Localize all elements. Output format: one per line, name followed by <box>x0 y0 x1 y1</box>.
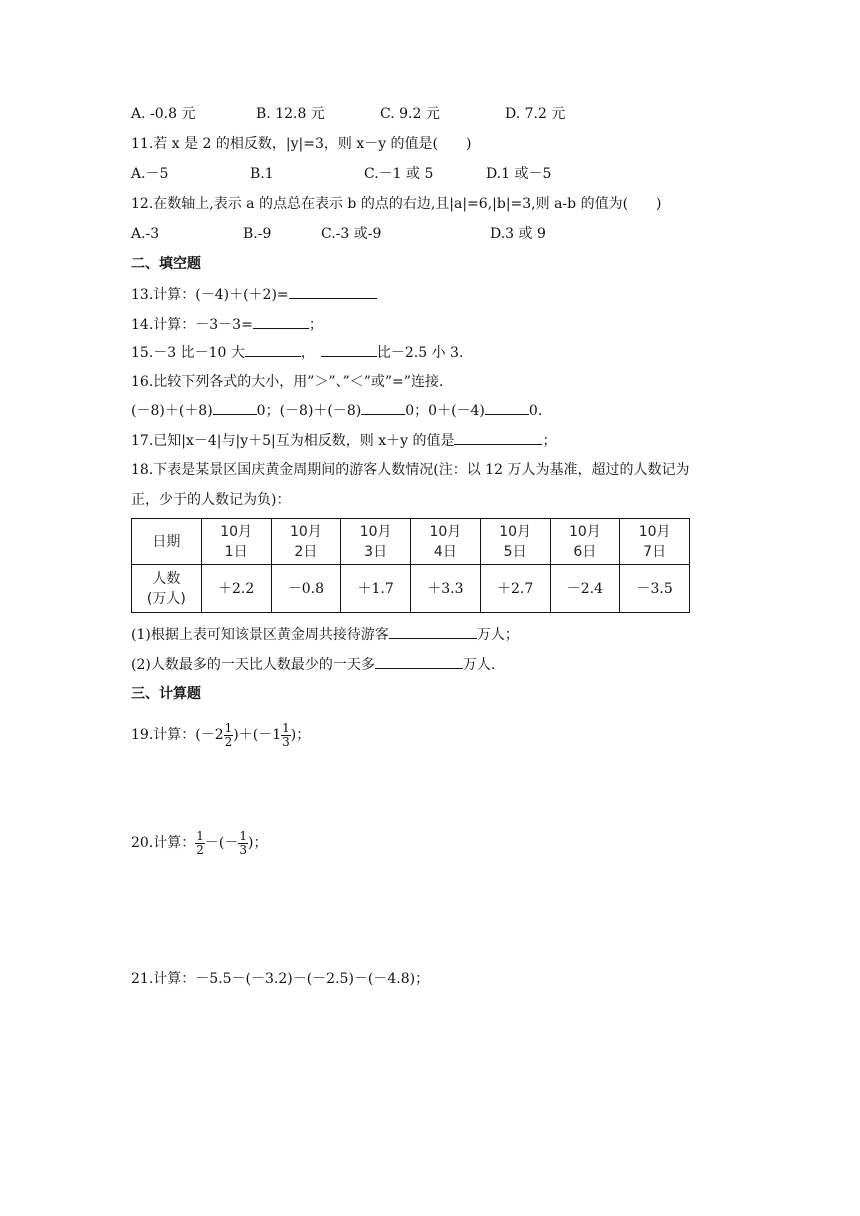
count-unit: (万人) <box>146 590 186 607</box>
q11-option-c: C.－1 或 5 <box>364 166 434 182</box>
q18-sub-2-text: (2)人数最多的一天比人数最少的一天多 <box>131 657 375 673</box>
q17-answer-blank[interactable] <box>454 430 542 445</box>
q19-fraction-2 <box>281 722 291 749</box>
q20-fraction-2 <box>238 830 248 857</box>
date-month: 10月 <box>289 523 322 540</box>
fraction-denominator: 3 <box>282 734 290 749</box>
q13-text: 13.计算：(－4)＋(＋2)= <box>131 287 289 303</box>
fraction-numerator: 1 <box>196 828 204 843</box>
q19-fraction-1 <box>224 722 234 749</box>
q14-text: 14.计算：－3－3= <box>131 317 253 333</box>
table-cell-value: ＋2.7 <box>480 565 550 613</box>
q18-sub-1 <box>131 624 519 645</box>
date-day: 5日 <box>503 543 527 560</box>
table-cell-value: －2.4 <box>550 565 620 613</box>
date-day: 4日 <box>433 543 457 560</box>
q19 <box>131 720 310 750</box>
q20-prefix: 20.计算： <box>131 835 196 851</box>
q20-mid: －(－ <box>204 835 239 851</box>
q12-option-d: D.3 或 9 <box>490 226 546 242</box>
q15-sep: ， <box>300 345 315 361</box>
count-label: 人数 <box>152 570 181 587</box>
fraction-denominator: 2 <box>196 842 204 857</box>
q20 <box>131 828 267 858</box>
q11-option-a: A.－5 <box>131 166 169 182</box>
fraction-denominator: 3 <box>239 842 248 857</box>
q18-sub-2-tail: 万人. <box>462 657 496 673</box>
table-header-date: 日期 <box>132 519 202 565</box>
q18-line-1: 18.下表是某景区国庆黄金周期间的游客人数情况(注：以 12 万人为基准，超过的人数记为 <box>131 462 690 478</box>
section-3-title: 三、计算题 <box>131 686 201 702</box>
table-cell-date <box>550 519 620 565</box>
q16-part-b: 0；(－8)＋(－8) <box>256 403 362 419</box>
table-row-counts <box>132 565 690 613</box>
table-cell-date <box>201 519 271 565</box>
q17-tail: ； <box>542 433 557 449</box>
q14-tail: ； <box>308 317 323 333</box>
q16-part-c: 0；0＋(－4) <box>405 403 485 419</box>
q12-option-c: C.-3 或-9 <box>321 226 382 242</box>
fraction-numerator: 1 <box>282 720 290 735</box>
q18-sub-1-tail: 万人； <box>476 627 519 643</box>
q17 <box>131 430 556 451</box>
q16-parts <box>131 400 542 421</box>
date-day: 7日 <box>643 543 667 560</box>
q16-answer-blank-2[interactable] <box>361 400 405 415</box>
q12-option-a: A.-3 <box>131 226 160 242</box>
date-day: 1日 <box>224 543 248 560</box>
q18-sub-2-answer-blank[interactable] <box>375 654 463 669</box>
fraction-denominator: 2 <box>224 734 233 749</box>
q18-line-2: 正，少于的人数记为负)： <box>131 492 291 508</box>
q16-part-a: (－8)＋(＋8) <box>131 403 213 419</box>
table-cell-date <box>411 519 481 565</box>
q16-part-d: 0. <box>528 403 543 419</box>
q11-option-b: B.1 <box>250 166 274 182</box>
date-month: 10月 <box>429 523 462 540</box>
q12-option-b: B.-9 <box>243 226 272 242</box>
q10-option-a: A. -0.8 元 <box>131 106 196 122</box>
q20-fraction-1 <box>195 830 205 857</box>
table-cell-value: ＋2.2 <box>201 565 271 613</box>
date-month: 10月 <box>220 523 253 540</box>
q18-sub-1-text: (1)根据上表可知该景区黄金周共接待游客 <box>131 627 389 643</box>
q18-sub-2 <box>131 654 495 675</box>
q15-answer-blank-1[interactable] <box>245 342 301 357</box>
q18-sub-1-answer-blank[interactable] <box>389 624 477 639</box>
q16-stem: 16.比较下列各式的大小，用”＞”、”＜”或”=”连接. <box>131 374 444 390</box>
q19-suffix: )； <box>290 727 311 743</box>
date-day: 2日 <box>294 543 318 560</box>
q21: 21.计算：－5.5－(－3.2)－(－2.5)－(－4.8)； <box>131 971 430 987</box>
date-month: 10月 <box>359 523 392 540</box>
section-2-title: 二、填空题 <box>131 256 201 272</box>
q15-text-b: 比－2.5 小 3. <box>376 345 464 361</box>
table-cell-value: －3.5 <box>620 565 690 613</box>
table-cell-value: ＋3.3 <box>411 565 481 613</box>
date-day: 3日 <box>364 543 388 560</box>
table-cell-date <box>341 519 411 565</box>
q15 <box>131 342 463 363</box>
table-row-dates <box>132 519 690 565</box>
q13 <box>131 284 377 305</box>
visitor-table <box>131 518 690 613</box>
q17-text: 17.已知|x－4|与|y＋5|互为相反数，则 x＋y 的值是 <box>131 433 455 449</box>
q10-option-c: C. 9.2 元 <box>380 106 440 122</box>
table-cell-value: ＋1.7 <box>341 565 411 613</box>
q19-prefix: 19.计算：(－2 <box>131 727 224 743</box>
q11-stem: 11.若 x 是 2 的相反数，|y|=3，则 x－y 的值是( ) <box>131 136 472 152</box>
q15-text-a: 15.－3 比－10 大 <box>131 345 245 361</box>
date-month: 10月 <box>638 523 671 540</box>
table-cell-value: －0.8 <box>271 565 341 613</box>
table-cell-date <box>271 519 341 565</box>
table-cell-date <box>480 519 550 565</box>
date-month: 10月 <box>568 523 601 540</box>
q10-option-d: D. 7.2 元 <box>505 106 566 122</box>
q14 <box>131 314 323 335</box>
q19-mid: )＋(－1 <box>233 727 282 743</box>
q20-suffix: )； <box>248 835 268 851</box>
q13-answer-blank[interactable] <box>289 284 377 299</box>
q15-answer-blank-2[interactable] <box>321 342 377 357</box>
q16-answer-blank-1[interactable] <box>213 400 257 415</box>
table-cell-date <box>620 519 690 565</box>
table-header-count <box>132 565 202 613</box>
fraction-numerator: 1 <box>239 828 248 843</box>
q11-option-d: D.1 或－5 <box>486 166 552 182</box>
q10-option-b: B. 12.8 元 <box>256 106 325 122</box>
q16-answer-blank-3[interactable] <box>485 400 529 415</box>
date-day: 6日 <box>573 543 597 560</box>
q12-stem: 12.在数轴上,表示 a 的点总在表示 b 的点的右边,且|a|=6,|b|=3,则 a-b 的值为( ) <box>131 196 662 212</box>
date-month: 10月 <box>499 523 532 540</box>
fraction-numerator: 1 <box>224 720 233 735</box>
q14-answer-blank[interactable] <box>253 314 309 329</box>
